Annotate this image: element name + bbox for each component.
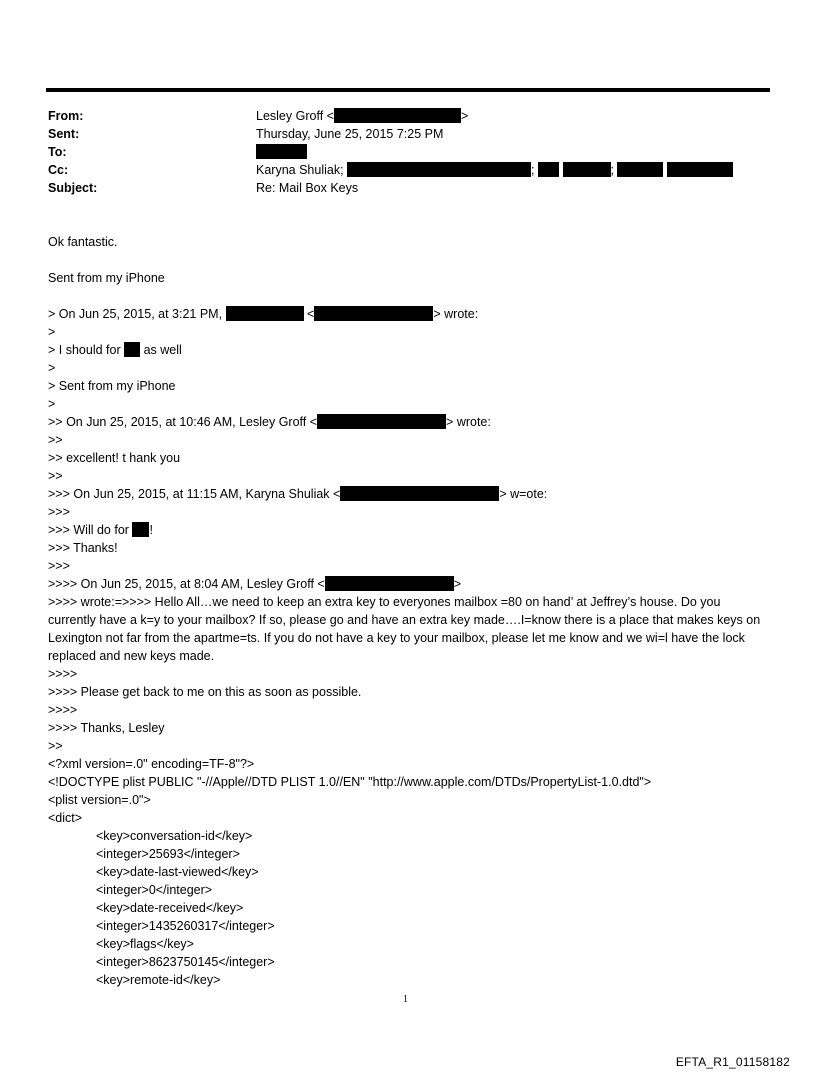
redaction: [124, 342, 140, 357]
document-id: EFTA_R1_01158182: [675, 1055, 790, 1069]
xml-line: <plist version=.0">: [48, 793, 151, 807]
body-line: >>>>: [48, 703, 78, 717]
xml-line: <!DOCTYPE plist PUBLIC "-//Apple//DTD PLIST 1.0//EN" "http://www.apple.com/DTDs/PropertyList-1.0.dtd">: [48, 775, 652, 789]
body-line: >>: [48, 469, 63, 483]
body-line: >>>: [48, 559, 70, 573]
quote-text: >>> On Jun 25, 2015, at 11:15 AM, Karyna Shuliak <: [48, 487, 341, 501]
redaction: [325, 576, 454, 591]
subject-value: Re: Mail Box Keys: [256, 181, 359, 195]
redaction: [317, 414, 446, 429]
xml-line: <key>flags</key>: [96, 937, 194, 951]
body-line: >: [48, 397, 56, 411]
from-value: [256, 107, 468, 125]
quote-header: [48, 305, 478, 323]
body-line: >>>>: [48, 667, 78, 681]
body-line: [48, 341, 182, 359]
body-line: >>: [48, 433, 63, 447]
body-line: >>>: [48, 505, 70, 519]
xml-line: <key>date-last-viewed</key>: [96, 865, 259, 879]
body-line: Ok fantastic.: [48, 235, 118, 249]
from-close: >: [460, 109, 469, 123]
xml-line: <dict>: [48, 811, 83, 825]
body-line: Sent from my iPhone: [48, 271, 165, 285]
quote-text: >>>> On Jun 25, 2015, at 8:04 AM, Lesley Groff <: [48, 577, 325, 591]
redaction: [132, 522, 149, 537]
redaction: [226, 306, 304, 321]
redaction: [340, 486, 499, 501]
redaction: [563, 162, 611, 177]
body-line: >>> Thanks!: [48, 541, 118, 555]
redaction: [538, 162, 559, 177]
quote-header: [48, 485, 547, 503]
body-line: > Sent from my iPhone: [48, 379, 176, 393]
quote-text: >: [453, 577, 462, 591]
redaction: [314, 306, 433, 321]
to-value: [256, 143, 307, 161]
xml-line: <key>conversation-id</key>: [96, 829, 253, 843]
body-line: [48, 521, 153, 539]
page-number: 1: [403, 994, 408, 1005]
header-divider: [46, 88, 770, 92]
message-paragraph: >>>> wrote:=>>>> Hello All…we need to keep an extra key to everyones mailbox =80 on hand’ at Jeffrey’s house. Do you currently have a k=y to your mailbox? If so, please go and have an extra key made….I=know there is a place that makes keys on Lexington not far from the apartme=ts. If you do not have a key to your mailbox, please let me know and we wi=l have the lock replaced and new keys made.: [48, 595, 761, 663]
redaction: [667, 162, 733, 177]
body-line: >: [48, 361, 56, 375]
quote-text: > wrote:: [446, 415, 491, 429]
redaction: [617, 162, 663, 177]
sent-label: Sent:: [48, 127, 80, 141]
quote-header: [48, 575, 461, 593]
redaction: [334, 108, 461, 123]
subject-label: Subject:: [48, 181, 98, 195]
from-label: From:: [48, 109, 84, 123]
quote-text: <: [307, 307, 315, 321]
xml-line: <key>remote-id</key>: [96, 973, 221, 987]
quote-text: !: [149, 523, 153, 537]
body-line: >>: [48, 739, 63, 753]
xml-line: <?xml version=.0" encoding=TF-8"?>: [48, 757, 255, 771]
body-line: >: [48, 325, 56, 339]
quote-text: > wrote:: [433, 307, 479, 321]
from-name: Lesley Groff <: [256, 109, 334, 123]
body-line: >>>> Please get back to me on this as soon as possible.: [48, 685, 362, 699]
cc-value: [256, 161, 733, 179]
xml-line: <integer>8623750145</integer>: [96, 955, 275, 969]
quote-text: >> On Jun 25, 2015, at 10:46 AM, Lesley Groff <: [48, 415, 318, 429]
xml-line: <integer>0</integer>: [96, 883, 213, 897]
quote-header: [48, 413, 491, 431]
redaction: [347, 162, 531, 177]
quote-text: > I should for: [48, 343, 121, 357]
xml-line: <key>date-received</key>: [96, 901, 244, 915]
cc-separator: ;: [610, 163, 614, 177]
xml-line: <integer>1435260317</integer>: [96, 919, 275, 933]
body-line: >>>> Thanks, Lesley: [48, 721, 165, 735]
cc-separator: ;: [531, 163, 535, 177]
quote-text: as well: [143, 343, 182, 357]
quote-text: > w=ote:: [499, 487, 548, 501]
quote-text: > On Jun 25, 2015, at 3:21 PM,: [48, 307, 223, 321]
body-line: >> excellent! t hank you: [48, 451, 181, 465]
cc-name: Karyna Shuliak;: [256, 163, 344, 177]
redaction: [256, 144, 307, 159]
xml-line: <integer>25693</integer>: [96, 847, 240, 861]
cc-label: Cc:: [48, 163, 69, 177]
to-label: To:: [48, 145, 67, 159]
quote-text: >>> Will do for: [48, 523, 129, 537]
sent-value: Thursday, June 25, 2015 7:25 PM: [256, 127, 444, 141]
